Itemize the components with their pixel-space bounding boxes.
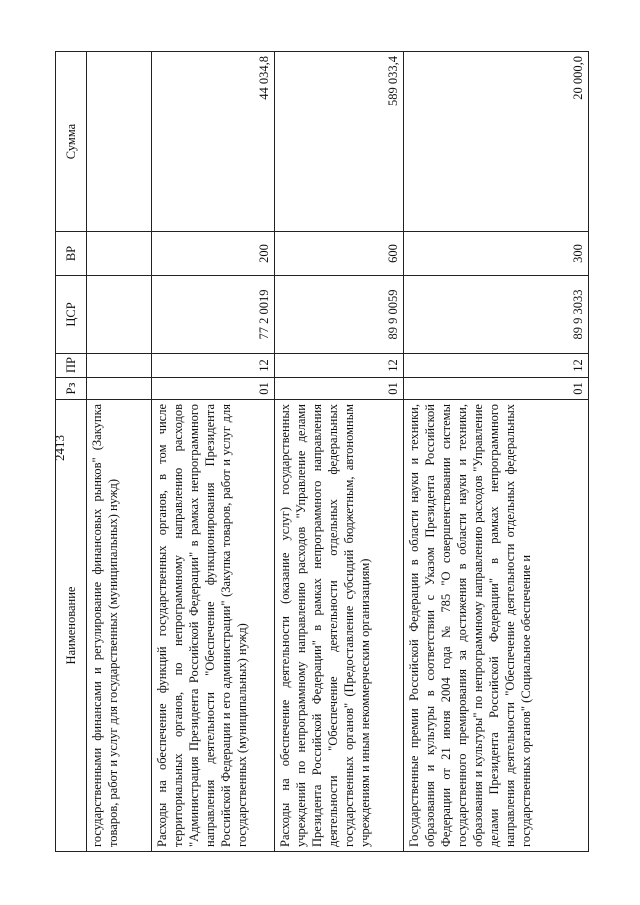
row-sum: 44 034,8 <box>152 52 275 232</box>
row-name: Государственные премии Российской Федерации в области науки и техники, образования и культуры в соответствии с Указом Президента Российской Федерации от 21 июня 2004 года № 785 "О совершенствовании системы государственного премирования за достижения в области науки и техники, образования и культуры" по непрограммному направлению расходов "Управление делами Президента Российской Федерации" в рамках непрограммного направления деятельности "Обеспечение деятельности отдельных федеральных государственных органов" (Социальное обеспечение и <box>404 400 589 852</box>
row-vr: 300 <box>404 232 589 276</box>
row-name: Расходы на обеспечение функций государственных органов, в том числе территориальных органов, по непрограммному направлению расходов "Администрация Президента Российской Федерации" в рамках непрограммного направления деятельности "Обеспечение функционирования Президента Российской Федерации и его администрации" (Закупка товаров, работ и услуг для государственных (муниципальных) нужд) <box>152 400 275 852</box>
table-row <box>152 52 275 852</box>
row-pr <box>87 354 152 378</box>
header-vr: ВР <box>56 232 87 276</box>
row-rz <box>87 378 152 400</box>
rotated-page-content <box>55 52 585 852</box>
row-csr: 77 2 0019 <box>152 276 275 354</box>
table-header-row <box>56 52 87 852</box>
row-rz: 01 <box>152 378 275 400</box>
header-name: Наименование <box>56 400 87 852</box>
row-vr: 600 <box>275 232 404 276</box>
table-row <box>87 52 152 852</box>
row-pr: 12 <box>152 354 275 378</box>
budget-table <box>55 51 589 852</box>
table-row <box>404 52 589 852</box>
header-pr: ПР <box>56 354 87 378</box>
page-number: 2413 <box>52 435 67 461</box>
header-sum: Сумма <box>56 52 87 232</box>
row-csr <box>87 276 152 354</box>
row-csr: 89 9 0059 <box>275 276 404 354</box>
row-pr: 12 <box>404 354 589 378</box>
row-sum <box>87 52 152 232</box>
row-vr <box>87 232 152 276</box>
table-row <box>275 52 404 852</box>
row-csr: 89 9 3033 <box>404 276 589 354</box>
header-rz: Рз <box>56 378 87 400</box>
header-csr: ЦСР <box>56 276 87 354</box>
row-name: государственными финансами и регулирование финансовых рынков" (Закупка товаров, работ и услуг для государственных (муниципальных) нужд) <box>87 400 152 852</box>
row-rz: 01 <box>404 378 589 400</box>
row-sum: 20 000,0 <box>404 52 589 232</box>
row-vr: 200 <box>152 232 275 276</box>
row-rz: 01 <box>275 378 404 400</box>
row-sum: 589 033,4 <box>275 52 404 232</box>
row-pr: 12 <box>275 354 404 378</box>
row-name: Расходы на обеспечение деятельности (оказание услуг) государственных учреждений по непрограммному направлению расходов "Управление делами Президента Российской Федерации" в рамках непрограммного направления деятельности "Обеспечение деятельности отдельных федеральных государственных органов" (Предоставление субсидий бюджетным, автономным учреждениям и иным некоммерческим организациям) <box>275 400 404 852</box>
